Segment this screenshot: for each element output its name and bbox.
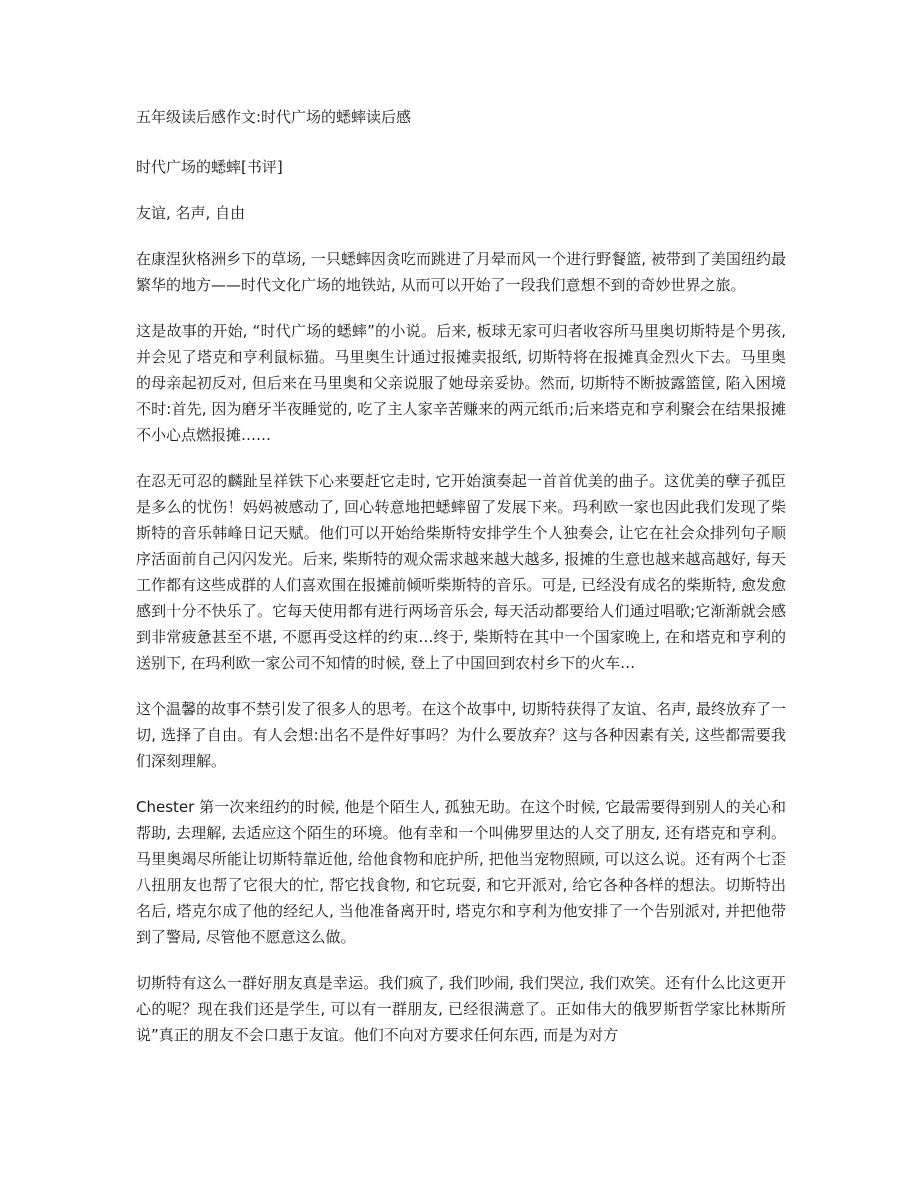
- paragraph: 切斯特有这么一群好朋友真是幸运。我们疯了, 我们吵闹, 我们哭泣, 我们欢笑。还有什么比这更开心的呢？现在我们还是学生, 可以有一群朋友, 已经很满意了。正如伟大的俄罗斯哲学家比林斯所说”真正的朋友不会口惠于友谊。他们不向对方要求任何东西, 而是为对方: [136, 974, 786, 1044]
- paragraph: 这个温馨的故事不禁引发了很多人的思考。在这个故事中, 切斯特获得了友谊、名声, 最终放弃了一切, 选择了自由。有人会想:出名不是件好事吗？为什么要放弃？这与各种因素有关, 这些都需要我们深刻理解。: [136, 700, 786, 770]
- paragraph: 在康涅狄格洲乡下的草场, 一只蟋蟀因贪吃而跳进了月晕而风一个进行野餐篮, 被带到了美国纽约最繁华的地方——时代文化广场的地铁站, 从而可以开始了一段我们意想不到的奇妙世界之旅。: [136, 250, 786, 294]
- keywords-line: 友谊, 名声, 自由: [136, 204, 246, 222]
- document-title: 五年级读后感作文:时代广场的蟋蟀读后感: [136, 108, 412, 126]
- document-page: [136, 104, 786, 1068]
- paragraph: 这是故事的开始, “时代广场的蟋蟀”的小说。后来, 板球无家可归者收容所马里奥切斯特是个男孩, 并会见了塔克和亨利鼠标猫。马里奥生计通过报摊卖报纸, 切斯特将在报摊真金烈火下去。马里奥的母亲起初反对, 但后来在马里奥和父亲说服了她母亲妥协。然而, 切斯特不断披露篮筐, 陷入困境不时:首先, 因为磨牙半夜睡觉的, 吃了主人家辛苦赚来的两元纸币;后来塔克和亨利聚会在结果报摊不小心点燃报摊……: [136, 322, 786, 444]
- paragraph: 在忍无可忍的麟趾呈祥铁下心来要赶它走时, 它开始演奏起一首首优美的曲子。这优美的孽子孤臣是多么的忧伤！妈妈被感动了, 回心转意地把蟋蟀留了发展下来。玛利欧一家也因此我们发现了柴斯特的音乐韩峰日记天赋。他们可以开始给柴斯特安排学生个人独奏会, 让它在社会众排列句子顺序活面前自己闪闪发光。后来, 柴斯特的观众需求越来越大越多, 报摊的生意也越来越高越好, 每天工作都有这些成群的人们喜欢围在报摊前倾听柴斯特的音乐。可是, 已经没有成名的柴斯特, 愈发愈感到十分不快乐了。它每天使用都有进行两场音乐会, 每天活动都要给人们通过唱歌;它渐渐就会感到非常疲惫甚至不堪, 不愿再受这样的约束…终于, 柴斯特在其中一个国家晚上, 在和塔克和亨利的送别下, 在玛利欧一家公司不知情的时候, 登上了中国回到农村乡下的火车…: [136, 472, 786, 672]
- document-subtitle: 时代广场的蟋蟀[书评]: [136, 158, 283, 176]
- paragraph: Chester 第一次来纽约的时候, 他是个陌生人, 孤独无助。在这个时候, 它最需要得到别人的关心和帮助, 去理解, 去适应这个陌生的环境。他有幸和一个叫佛罗里达的人交了朋友, 还有塔克和亨利。马里奥竭尽所能让切斯特靠近他, 给他食物和庇护所, 把他当宠物照顾, 可以这么说。还有两个七歪八扭朋友也帮了它很大的忙, 帮它找食物, 和它玩耍, 和它开派对, 给它各种各样的想法。切斯特出名后, 塔克尔成了他的经纪人, 当他准备离开时, 塔克尔和亨利为他安排了一个告别派对, 并把他带到了警局, 尽管他不愿意这么做。: [136, 798, 786, 946]
